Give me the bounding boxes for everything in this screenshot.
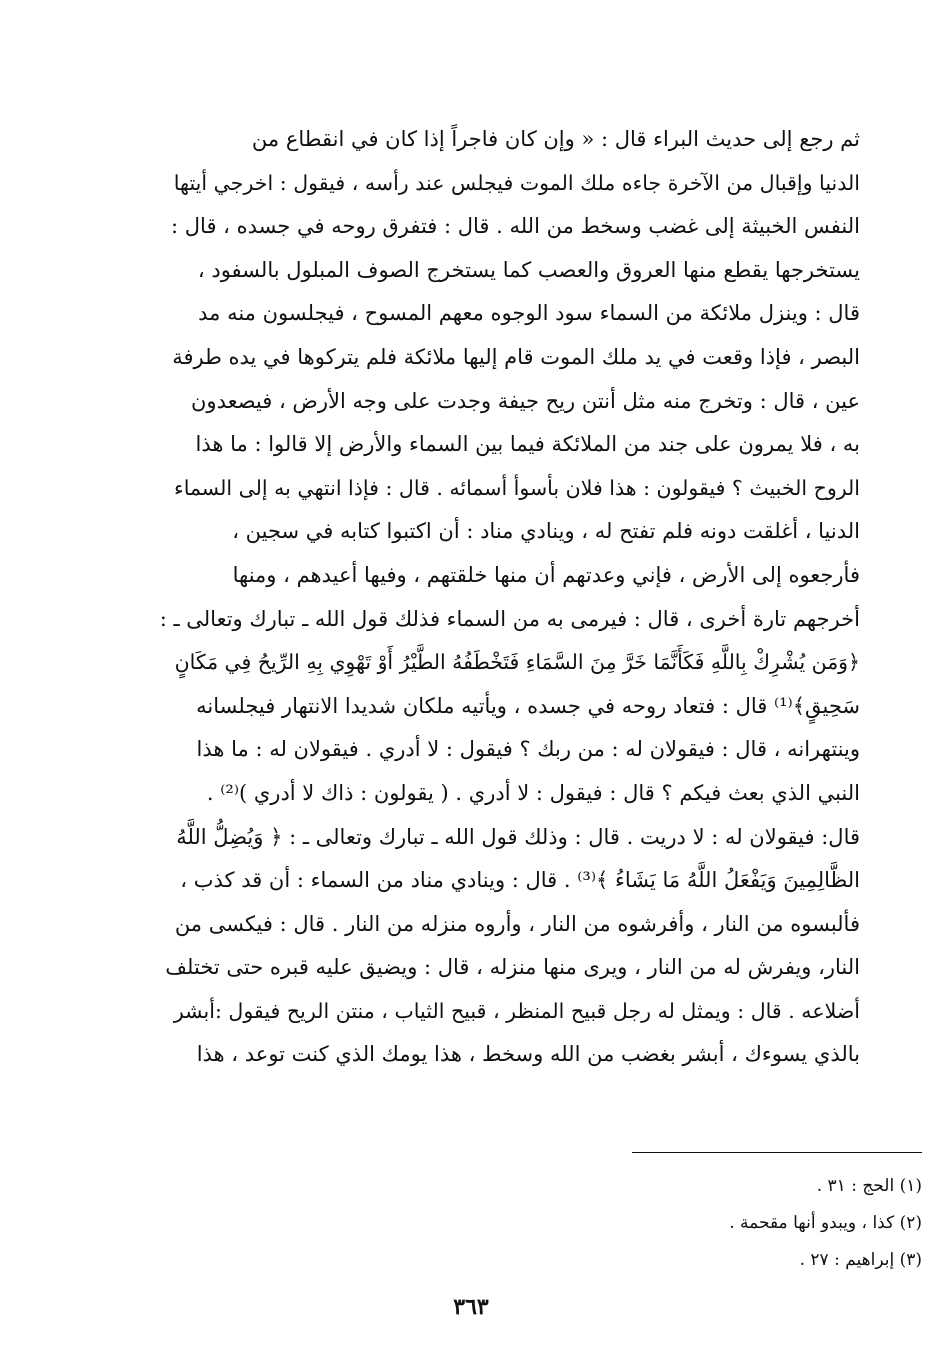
text-line: وينتهرانه ، قال : فيقولان له : من ربك ؟ فيقول : لا أدري . فيقولان له : ما هذا: [196, 737, 860, 762]
text-line: قال : وينزل ملائكة من السماء سود الوجوه معهم المسوح ، فيجلسون منه مد: [198, 301, 860, 326]
text-line: الدنيا وإقبال من الآخرة جاءه ملك الموت فيجلس عند رأسه ، فيقول : اخرجي أيتها: [173, 170, 860, 195]
main-text: [160, 118, 860, 1077]
text-line: النبي الذي بعث فيكم ؟ قال : فيقول : لا أدري . ( يقولون : ذاك لا أدري )⁽²⁾ .: [206, 780, 860, 805]
text-line: الروح الخبيث ؟ فيقولون : هذا فلان بأسوأ أسمائه . قال : فإذا انتهي به إلى السماء: [174, 475, 860, 500]
text-line: الدنيا ، أغلقت دونه فلم تفتح له ، وينادي مناد : أن اكتبوا كتابه في سجين ،: [232, 519, 860, 544]
text-line: فألبسوه من النار ، وأفرشوه من النار ، وأروه منزله من النار . قال : فيكسى من: [174, 911, 860, 936]
text-line: قال: فيقولان له : لا دريت . قال : وذلك قول الله ـ تبارك وتعالى ـ : ﴿ وَيُضِلُّ اللَّهُ: [176, 824, 860, 849]
text-line: البصر ، فإذا وقعت في يد ملك الموت قام إليها ملائكة فلم يتركوها في يده طرفة: [172, 344, 860, 369]
text-line: أضلاعه . قال : ويمثل له رجل قبيح المنظر ، قبيح الثياب ، منتن الريح فيقول :أبشر: [173, 998, 860, 1023]
text-line: بالذي يسوءك ، أبشر بغضب من الله وسخط ، هذا يومك الذي كنت توعد ، هذا: [196, 1042, 860, 1067]
footnote-separator: [632, 1152, 922, 1153]
text-line: سَحِيقٍ﴾⁽¹⁾ قال : فتعاد روحه في جسده ، ويأتيه ملكان شديدا الانتهار فيجلسانه: [196, 693, 860, 718]
quran-verse-line: ﴿وَمَن يُشْرِكْ بِاللَّهِ فَكَأَنَّمَا خَرَّ مِنَ السَّمَاءِ فَتَخْطَفُهُ الطَّيْرُ أَوْ تَهْوِي بِهِ الرِّيحُ فِي مَكَانٍ: [174, 650, 860, 675]
text-line: ثم رجع إلى حديث البراء قال : « وإن كان فاجراً إذا كان في انقطاع من: [251, 127, 860, 151]
text-line: عين ، قال : وتخرج منه مثل أنتن ريح جيفة وجدت على وجه الأرض ، فيصعدون: [191, 388, 860, 413]
page-number: ٣٦٣: [453, 1294, 489, 1320]
text-line: أخرجهم تارة أخرى ، قال : فيرمى به من السماء فذلك قول الله ـ تبارك وتعالى ـ :: [159, 606, 860, 631]
footnote: (٣) إبراهيم : ٢٧ .: [799, 1250, 922, 1270]
text-line: به ، فلا يمرون على جند من الملائكة فيما بين السماء والأرض إلا قالوا : ما هذا: [195, 432, 860, 457]
text-line: يستخرجها يقطع منها العروق والعصب كما يستخرج الصوف المبلول بالسفود ،: [197, 257, 860, 282]
footnotes: [460, 1168, 922, 1279]
footnote: (٢) كذا ، ويبدو أنها مقحمة .: [729, 1213, 922, 1233]
text-line: النار، ويفرش له من النار ، ويرى منها منزله ، قال : ويضيق عليه قبره حتى تختلف: [165, 955, 860, 980]
text-line: فأرجعوه إلى الأرض ، فإني وعدتهم أن منها خلقتهم ، وفيها أعيدهم ، ومنها: [232, 562, 860, 587]
text-line: النفس الخبيثة إلى غضب وسخط من الله . قال : فتفرق روحه في جسده ، قال :: [171, 214, 860, 239]
footnote: (١) الحج : ٣١ .: [816, 1176, 922, 1196]
text-line: الظَّالِمِينَ وَيَفْعَلُ اللَّهُ مَا يَشَاءُ ﴾⁽³⁾ . قال : وينادي مناد من السماء : أن قد كذب ،: [180, 868, 860, 893]
